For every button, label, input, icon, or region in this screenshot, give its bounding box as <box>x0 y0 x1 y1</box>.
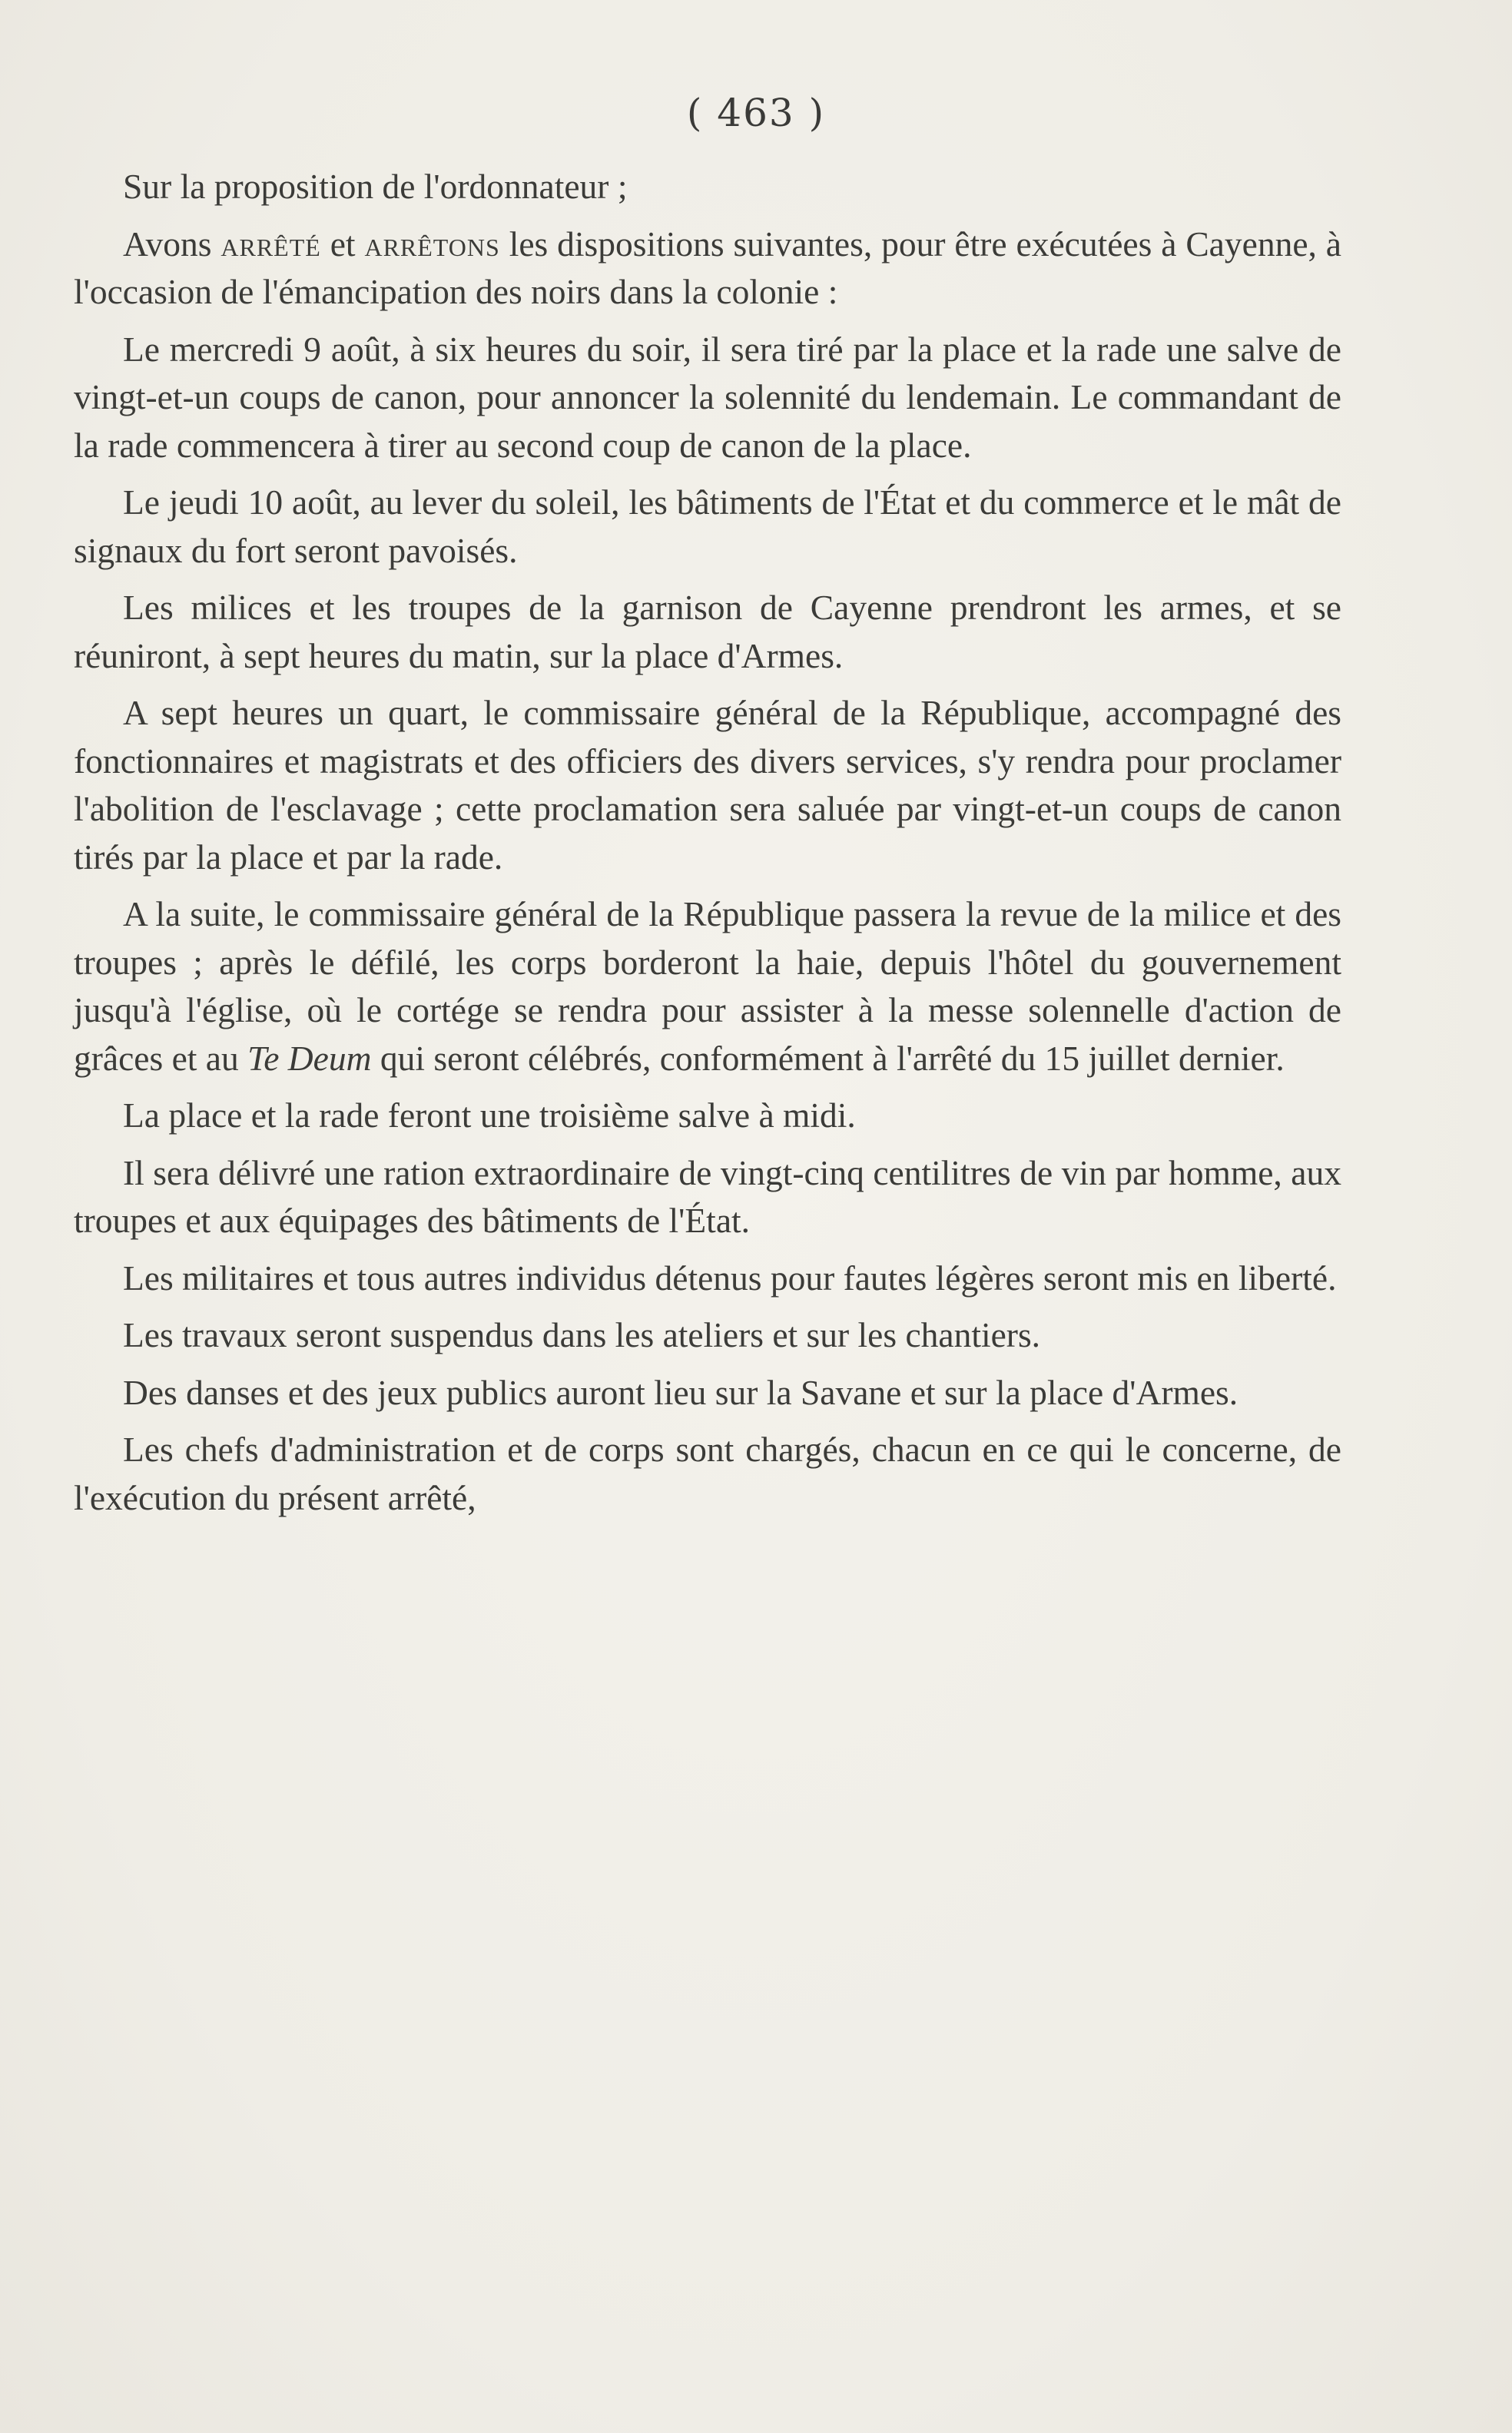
paragraph-6: A sept heures un quart, le commissaire général de la République, accompagné des fonctionnaires et magistrats et des officiers des divers services, s'y rendra pour proclamer l'abolition de l'esclavage ; cette proclamation sera saluée par vingt-et-un coups de canon tirés par la place et par la rade. <box>74 693 1341 877</box>
paragraph-2-arretons: arrêtons <box>364 224 500 264</box>
paragraph-3: Le mercredi 9 août, à six heures du soir, il sera tiré par la place et la rade une salve de vingt-et-un coups de canon, pour annoncer la solennité du lendemain. Le commandant de la rade commencera à tirer au second coup de canon de la place. <box>74 329 1341 465</box>
paragraph-5: Les milices et les troupes de la garnison de Cayenne prendront les armes, et se réuniront, à sept heures du matin, sur la place d'Armes. <box>74 588 1341 675</box>
paragraph-2-arrete: arrêté <box>220 224 321 264</box>
paragraph-7 <box>74 890 1341 1082</box>
paragraph-2-mid: et <box>320 224 365 264</box>
paragraph-10: Les militaires et tous autres individus détenus pour fautes légères seront mis en liberté. <box>123 1258 1337 1298</box>
paragraph-12: Des danses et des jeux publics auront lieu sur la Savane et sur la place d'Armes. <box>123 1372 1238 1412</box>
paragraph-8: La place et la rade feront une troisième salve à midi. <box>123 1096 856 1135</box>
paragraph-7-te-deum: Te Deum <box>247 1038 372 1078</box>
paragraph-2 <box>74 220 1341 317</box>
page-number: ( 463 ) <box>686 91 826 135</box>
paragraph-13: Les chefs d'administration et de corps sont chargés, chacun en ce qui le concerne, de l'exécution du présent arrêté, <box>74 1430 1341 1517</box>
paragraph-1: Sur la proposition de l'ordonnateur ; <box>123 167 628 206</box>
paragraph-9: Il sera délivré une ration extraordinaire de vingt-cinq centilitres de vin par homme, aux troupes et aux équipages des bâtiments de l'État. <box>74 1152 1341 1240</box>
paragraph-2-tail: les dispositions suivantes, pour être exécutées à Cayenne, à l'occasion de l'émancipation des noirs dans la colonie : <box>74 224 1341 311</box>
paragraph-4: Le jeudi 10 août, au lever du soleil, les bâtiments de l'État et du commerce et le mât de signaux du fort seront pavoisés. <box>74 482 1341 570</box>
paragraph-7-before: A la suite, le commissaire général de la République passera la revue de la milice et des troupes ; après le défilé, les corps borderont la haie, depuis l'hôtel du gouvernement jusqu'à l'église, où le cortége se rendra pour assister à la messe solennelle d'action de grâces et au <box>74 894 1341 1078</box>
paragraph-7-after: qui seront célébrés, conformément à l'arrêté du 15 juillet dernier. <box>371 1038 1285 1078</box>
paragraph-11: Les travaux seront suspendus dans les ateliers et sur les chantiers. <box>123 1315 1041 1354</box>
body-text <box>74 163 1341 1531</box>
paragraph-2-lead: Avons <box>123 224 221 264</box>
